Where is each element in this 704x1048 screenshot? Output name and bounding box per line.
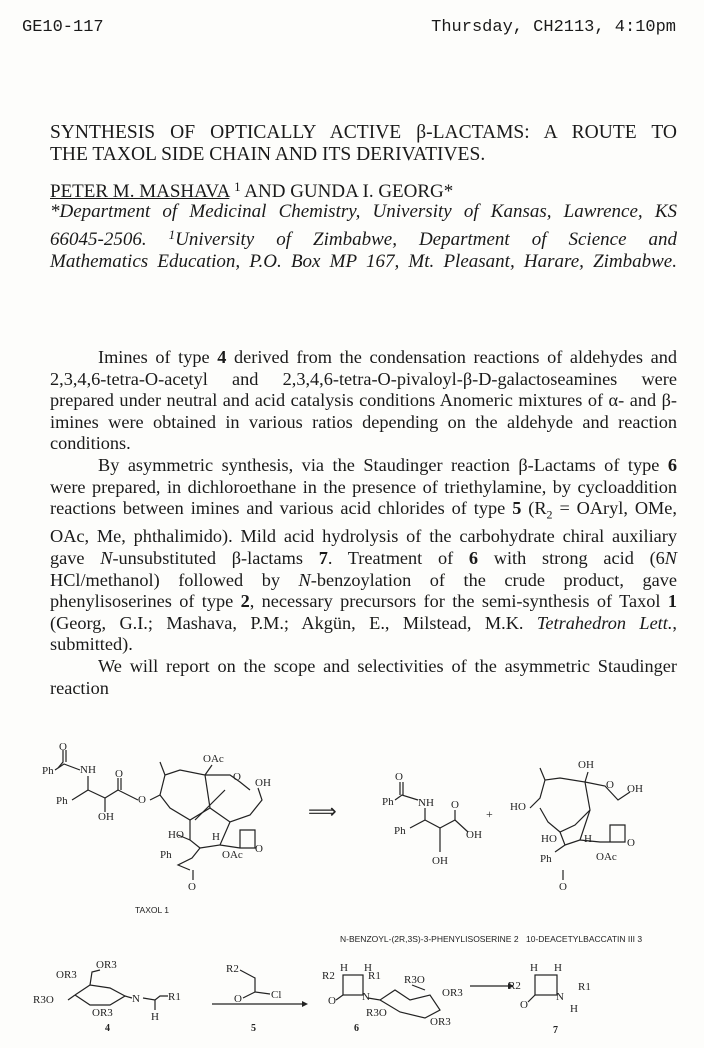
atom-label: H <box>570 1003 578 1015</box>
atom-label: O <box>520 999 528 1011</box>
atom-label: N <box>132 993 140 1005</box>
text-segment: N <box>664 548 677 568</box>
atom-label: R1 <box>168 991 181 1003</box>
atom-label: O <box>395 771 403 783</box>
compound-2-label: N-BENZOYL-(2R,3S)-3-PHENYLISOSERINE 2 <box>340 934 519 944</box>
atom-label: HO <box>541 833 557 845</box>
atom-label: O <box>328 995 336 1007</box>
atom-label: NH <box>80 764 96 776</box>
compound-5-structure <box>212 970 308 1007</box>
text-segment: HCl/methanol) followed by <box>50 569 299 590</box>
atom-label: O <box>138 794 146 806</box>
atom-label: OR3 <box>430 1016 451 1028</box>
text-segment: were prepared, in dichloroethane in the presence of triethylamine, by cycloaddition reactions between imines and various acid chlorides of type <box>50 476 677 519</box>
compound-7-structure <box>528 975 557 1002</box>
zip: 66045-2506. <box>50 228 147 250</box>
atom-label: H <box>364 962 372 974</box>
atom-label: O <box>627 837 635 849</box>
atom-label: N <box>362 991 370 1003</box>
atom-label: R2 <box>322 970 335 982</box>
atom-label: OH <box>98 811 114 823</box>
text-segment: , necessary precursors for the semi-synthesis of Taxol <box>249 591 668 612</box>
abstract-code: GE10-117 <box>22 18 104 37</box>
atom-label: R2 <box>508 980 521 992</box>
atom-label: OAc <box>203 753 224 765</box>
atom-label: OAc <box>596 851 617 863</box>
atom-label: H <box>212 831 220 843</box>
atom-label: Ph <box>56 795 68 807</box>
atom-label: R3O <box>33 994 54 1006</box>
atom-label: H <box>340 962 348 974</box>
atom-label: OR3 <box>96 959 117 971</box>
text-segment: -benzoylation of the crude product, gave phenylisoserines of type <box>50 569 677 612</box>
atom-label: HO <box>510 801 526 813</box>
text-segment: , submitted). <box>50 612 677 655</box>
affiliation-line: Mathematics Education, P.O. Box MP 167, Mt. Pleasant, Harare, Zimbabwe. <box>50 251 677 272</box>
text-segment: Tetrahedron Lett. <box>536 612 673 633</box>
atom-label: H <box>554 962 562 974</box>
text-segment: with strong acid (6 <box>478 548 665 568</box>
atom-label: OR3 <box>92 1007 113 1019</box>
atom-label: Ph <box>540 853 552 865</box>
affiliation-mark: 1 <box>234 179 241 194</box>
atom-label: O <box>234 993 242 1005</box>
atom-label: Ph <box>160 849 172 861</box>
atom-label: OH <box>255 777 271 789</box>
atom-label: R1 <box>368 970 381 982</box>
atom-label: O <box>559 881 567 893</box>
atom-label: OAc <box>222 849 243 861</box>
atom-label: O <box>606 779 614 791</box>
compound-ref: 6 <box>468 548 479 568</box>
affiliation-mark: 1 <box>168 226 176 242</box>
compound-ref: 2 <box>240 591 250 612</box>
co-author: AND GUNDA I. GEORG* <box>240 181 454 202</box>
atom-label: Ph <box>394 825 406 837</box>
text-segment: (Georg, G.I.; Mashava, P.M.; Akgün, E., Milstead, M.K. <box>50 612 537 633</box>
compound-7-number: 7 <box>553 1025 558 1036</box>
compound-4-number: 4 <box>105 1023 110 1034</box>
atom-label: Ph <box>42 765 54 777</box>
text-segment: We will report on the scope and selectivities of the asymmetric Staudinger reaction <box>50 655 677 698</box>
affiliation-line: *Department of Medicinal Chemistry, University of Kansas, Lawrence, KS <box>50 201 677 222</box>
atom-label: R1 <box>578 981 591 993</box>
atom-label: H <box>530 962 538 974</box>
atom-label: O <box>115 768 123 780</box>
compound-ref: 4 <box>217 347 227 367</box>
atom-label: OR3 <box>442 987 463 999</box>
plus-sign: + <box>486 807 493 821</box>
compound-ref: 5 <box>512 498 522 519</box>
atom-label: N <box>556 991 564 1003</box>
text-segment: N <box>298 569 311 590</box>
atom-label: O <box>451 799 459 811</box>
text-segment: By asymmetric synthesis, via the Staudinger reaction β-Lactams of type <box>98 454 668 475</box>
atom-label: R2 <box>226 963 239 975</box>
text-segment: 2 <box>546 507 553 522</box>
compound-ref: 7 <box>318 548 328 568</box>
atom-label: Cl <box>271 989 282 1001</box>
atom-label: R3O <box>366 1007 387 1019</box>
taxol-label: TAXOL 1 <box>135 905 170 915</box>
atom-label: OH <box>627 783 643 795</box>
compound-ref: 6 <box>667 454 677 475</box>
compound-3-label: 10-DEACETYLBACCATIN III 3 <box>526 934 643 944</box>
compound-ref: 1 <box>667 591 677 612</box>
title-line: SYNTHESIS OF OPTICALLY ACTIVE β-LACTAMS: A ROUTE TO <box>50 122 677 143</box>
text-segment: N <box>100 548 113 568</box>
text-segment: derived from the condensation reactions of aldehydes and 2,3,4,6-tetra-O-acetyl and 2,3,4,6-tetra-O-pivaloyl-β-D-galactoseamines were prepared under neutral and acid catalysis conditions Anomeric mixtures of α- and β-imines were obtained in various ratios depending on the aldehyde and reaction conditions. <box>50 347 677 454</box>
atom-label: OH <box>578 759 594 771</box>
atom-label: HO <box>168 829 184 841</box>
atom-label: R3O <box>404 974 425 986</box>
session-info: Thursday, CH2113, 4:10pm <box>431 18 676 37</box>
atom-label: O <box>188 881 196 893</box>
compound-4-structure <box>68 970 168 1010</box>
text-segment: = OAryl, OMe, OAc, Me, phthalimido). Mild acid hydrolysis of the carbohydrate chiral auxiliary gave <box>50 498 677 568</box>
compound-2-structure <box>395 782 468 852</box>
atom-label: O <box>255 843 263 855</box>
compound-5-number: 5 <box>251 1023 256 1034</box>
atom-label: OH <box>432 855 448 867</box>
atom-label: NH <box>418 797 434 809</box>
affiliation-text: University of Zimbabwe, Department of Science and <box>175 228 678 250</box>
atom-labels <box>33 741 643 1028</box>
compound-6-number: 6 <box>354 1023 359 1034</box>
retrosynthesis-arrow: ⟹ <box>308 801 337 823</box>
atom-label: H <box>151 1011 159 1023</box>
atom-label: OH <box>466 829 482 841</box>
text-segment: -unsubstituted β-lactams <box>112 548 319 568</box>
title-line: THE TAXOL SIDE CHAIN AND ITS DERIVATIVES. <box>50 144 486 165</box>
atom-label: O <box>233 771 241 783</box>
atom-label: Ph <box>382 796 394 808</box>
presenting-author: PETER M. MASHAVA <box>50 181 230 202</box>
text-segment: (R <box>521 498 547 519</box>
atom-label: H <box>584 833 592 845</box>
atom-label: O <box>59 741 67 753</box>
atom-label: OR3 <box>56 969 77 981</box>
text-segment: . Treatment of <box>327 548 469 568</box>
text-segment: Imines of type <box>98 347 218 367</box>
